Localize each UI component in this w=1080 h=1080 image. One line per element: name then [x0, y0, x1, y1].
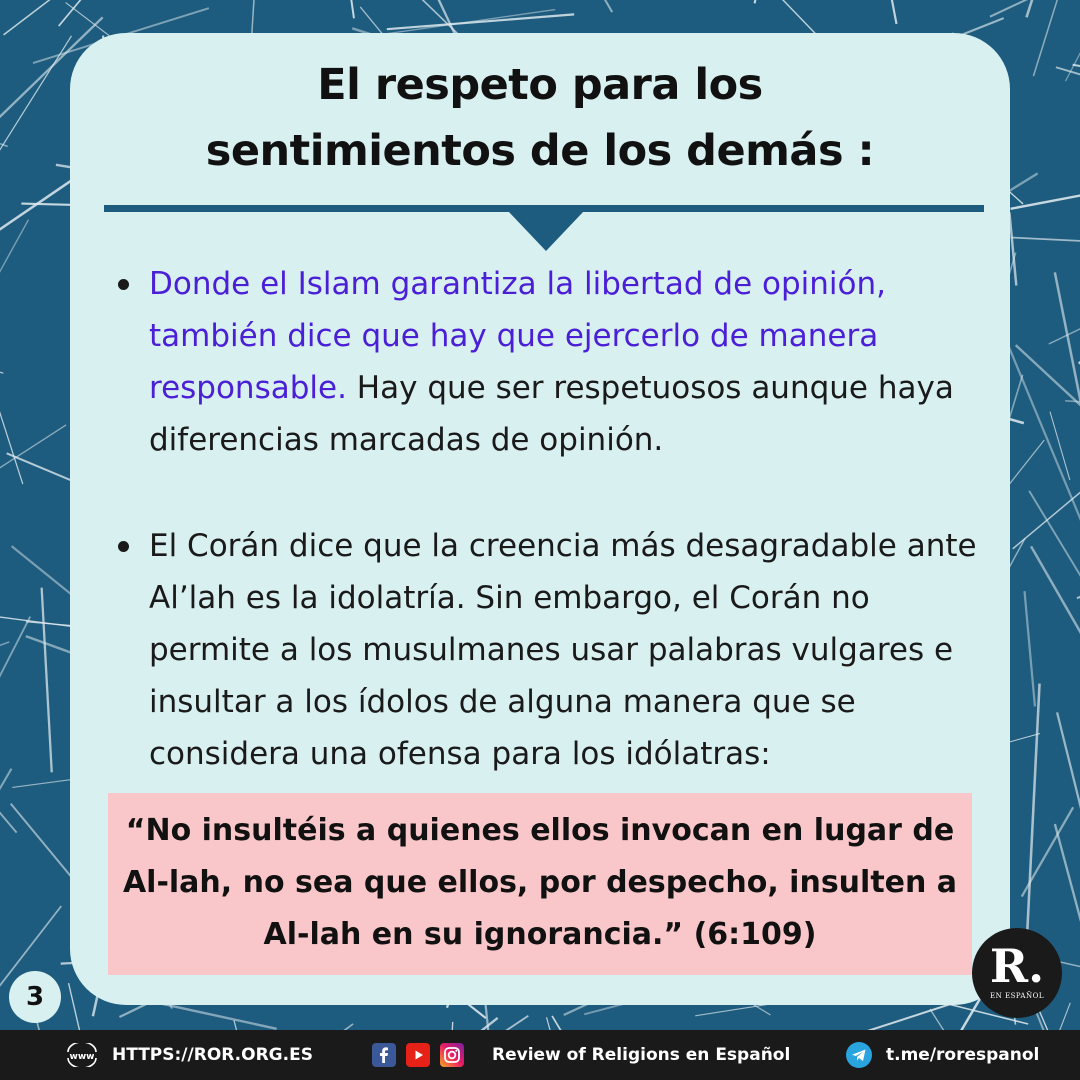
- page-title: [70, 52, 1010, 184]
- logo-subtitle: EN ESPAÑOL: [990, 992, 1044, 1000]
- title-line-1: El respeto para los: [317, 60, 763, 110]
- bullet-text-2: El Corán dice que la creencia más desagradable ante Al’lah es la idolatría. Sin embargo, el Corán no permite a los musulmanes usar palabras vulgares e insultar a los ídolos de alguna manera que se considera una ofensa para los idólatras:: [149, 528, 977, 772]
- background-line: [1025, 591, 1035, 706]
- bullet-dot: [118, 541, 129, 552]
- bullet-item-2: [118, 520, 978, 780]
- background-line: [847, 0, 896, 24]
- background-line: [755, 0, 801, 3]
- background-line: [59, 0, 210, 26]
- background-line: [161, 1004, 277, 1029]
- background-line: [1026, 0, 1071, 17]
- background-line: [0, 180, 71, 293]
- svg-text:www: www: [69, 1052, 95, 1062]
- quote-text: “No insultéis a quienes ellos invocan en lugar de Al-lah, no sea que ellos, por despecho, insulten a Al-lah en su ignorancia.” (6:109): [122, 813, 958, 952]
- background-line: [11, 804, 76, 882]
- background-line: [0, 275, 23, 484]
- background-line: [387, 14, 574, 29]
- instagram-icon[interactable]: [440, 1043, 464, 1067]
- background-line: [42, 588, 52, 773]
- ror-logo: [972, 928, 1062, 1018]
- telegram-icon: [846, 1042, 872, 1068]
- globe-www-icon: [64, 1043, 100, 1067]
- background-line: [1073, 65, 1080, 102]
- bullet-item-1: [118, 258, 978, 466]
- background-line: [0, 220, 28, 340]
- background-line: [302, 1018, 497, 1030]
- background-line: [547, 1017, 585, 1030]
- bullet-highlight-text: Donde el Islam garantiza la libertad de opinión, también dice que hay que ejercerlo de manera responsable.: [149, 266, 886, 406]
- facebook-icon[interactable]: [372, 1043, 396, 1067]
- background-line: [4, 0, 140, 35]
- footer-bar: [0, 1030, 1080, 1080]
- bullet-dot: [118, 279, 129, 290]
- telegram-link[interactable]: t.me/rorespanol: [886, 1045, 1040, 1065]
- background-line: [1011, 185, 1080, 209]
- bullet-text-1: [149, 258, 978, 466]
- footer-telegram[interactable]: [846, 1030, 1039, 1080]
- page-number-badge: 3: [9, 971, 61, 1023]
- divider-pointer: [508, 211, 584, 251]
- logo-letter: R.: [989, 939, 1045, 993]
- background-line: [1009, 213, 1016, 286]
- background-line: [552, 1016, 620, 1030]
- background-line: [1027, 684, 1040, 945]
- background-line: [1057, 712, 1080, 836]
- background-line: [442, 1022, 453, 1030]
- background-line: [1029, 491, 1080, 722]
- background-line: [1065, 401, 1080, 411]
- footer-social: [372, 1030, 790, 1080]
- background-line: [1056, 67, 1080, 137]
- website-link[interactable]: HTTPS://ROR.ORG.ES: [112, 1045, 313, 1065]
- social-label: Review of Religions en Español: [492, 1045, 791, 1065]
- youtube-icon[interactable]: [406, 1043, 430, 1067]
- background-line: [0, 642, 9, 684]
- footer-website[interactable]: [64, 1030, 313, 1080]
- background-line: [990, 0, 1080, 17]
- background-line: [1033, 0, 1074, 76]
- title-line-2: sentimientos de los demás :: [205, 126, 875, 176]
- background-line: [1065, 0, 1080, 81]
- background-line: [0, 322, 3, 373]
- background-line: [1016, 345, 1080, 514]
- bullet-regular-text: Hay que ser respetuosos aunque haya diferencias marcadas de opinión.: [149, 370, 954, 458]
- background-line: [0, 698, 17, 832]
- background-line: [343, 0, 354, 18]
- background-line: [1011, 237, 1080, 245]
